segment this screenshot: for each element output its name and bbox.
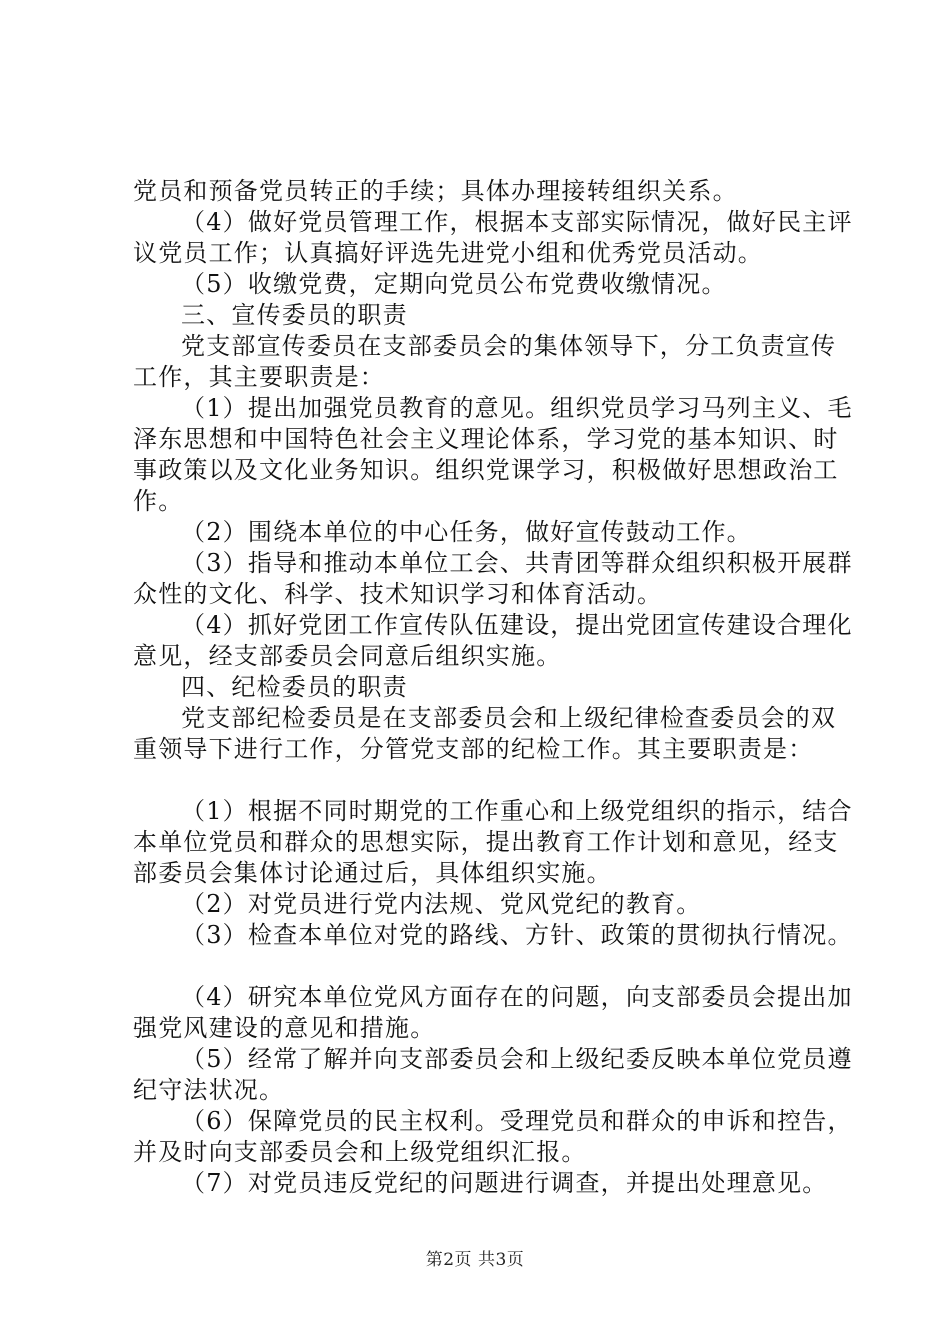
section-heading-4: 四、纪检委员的职责: [181, 673, 408, 701]
paragraph-propaganda-item-4: （4）抓好党团工作宣传队伍建设，提出党团宣传建设合理化意见，经支部委员会同意后组织实施。: [133, 611, 853, 670]
paragraph-discipline-intro: 党支部纪检委员是在支部委员会和上级纪律检查委员会的双重领导下进行工作，分管党支部的纪检工作。其主要职责是：: [133, 704, 837, 763]
paragraph-discipline-item-3: （3）检查本单位对党的路线、方针、政策的贯彻执行情况。: [181, 921, 853, 949]
paragraph-discipline-item-6: （6）保障党员的民主权利。受理党员和群众的申诉和控告，并及时向支部委员会和上级党组织汇报。: [133, 1107, 853, 1166]
paragraph-gap: [133, 951, 853, 982]
paragraph-discipline-item-4: （4）研究本单位党风方面存在的问题，向支部委员会提出加强党风建设的意见和措施。: [133, 983, 853, 1042]
paragraph-gap: [133, 765, 853, 796]
paragraph-propaganda-item-1: （1）提出加强党员教育的意见。组织党员学习马列主义、毛泽东思想和中国特色社会主义理论体系，学习党的基本知识、时事政策以及文化业务知识。组织党课学习，积极做好思想政治工作。: [133, 394, 853, 515]
paragraph-propaganda-item-3: （3）指导和推动本单位工会、共青团等群众组织积极开展群众性的文化、科学、技术知识学习和体育活动。: [133, 549, 853, 608]
section-heading-3: 三、宣传委员的职责: [181, 301, 408, 329]
paragraph-continuation: 党员和预备党员转正的手续；具体办理接转组织关系。: [133, 177, 738, 205]
document-body: [133, 176, 853, 1199]
paragraph-item-4-member-management: （4）做好党员管理工作，根据本支部实际情况，做好民主评议党员工作；认真搞好评选先进党小组和优秀党员活动。: [133, 208, 853, 267]
paragraph-discipline-item-7: （7）对党员违反党纪的问题进行调查，并提出处理意见。: [181, 1169, 828, 1197]
paragraph-item-5-dues: （5）收缴党费，定期向党员公布党费收缴情况。: [181, 270, 727, 298]
paragraph-discipline-item-1: （1）根据不同时期党的工作重心和上级党组织的指示，结合本单位党员和群众的思想实际，提出教育工作计划和意见，经支部委员会集体讨论通过后，具体组织实施。: [133, 797, 853, 887]
paragraph-discipline-item-5: （5）经常了解并向支部委员会和上级纪委反映本单位党员遵纪守法状况。: [133, 1045, 853, 1104]
paragraph-propaganda-item-2: （2）围绕本单位的中心任务，做好宣传鼓动工作。: [181, 518, 752, 546]
paragraph-discipline-item-2: （2）对党员进行党内法规、党风党纪的教育。: [181, 890, 702, 918]
page-number-footer: 第2页 共3页: [425, 1250, 525, 1270]
paragraph-propaganda-intro: 党支部宣传委员在支部委员会的集体领导下，分工负责宣传工作，其主要职责是：: [133, 332, 837, 391]
